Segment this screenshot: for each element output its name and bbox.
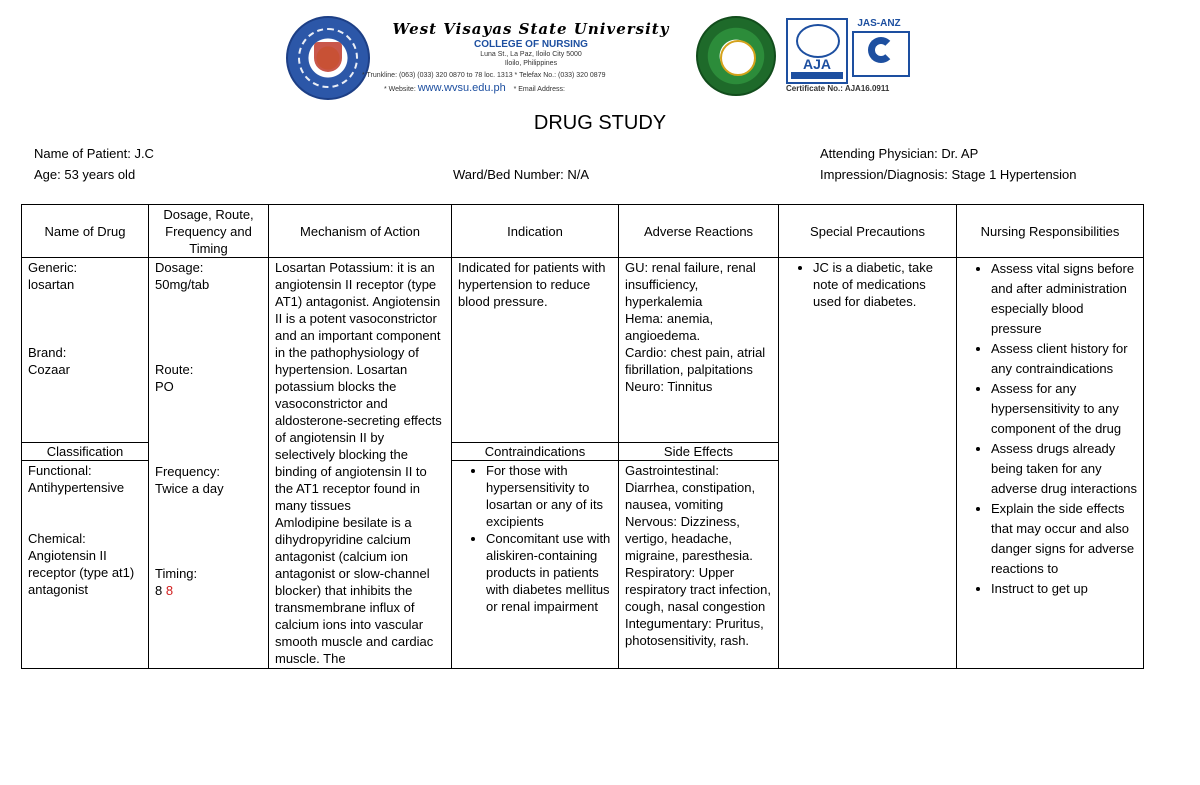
nursing-item: • Assess drugs already being taken for any adverse drug interactions — [991, 439, 1137, 499]
impression-diagnosis: Impression/Diagnosis: Stage 1 Hypertension — [820, 167, 1077, 182]
brand-name: Cozaar — [28, 362, 70, 377]
timing-value-a: 8 — [155, 583, 163, 598]
drug-study-table — [21, 204, 1144, 669]
mechanism-cell: Losartan Potassium: it is an angiotensin II receptor (type AT1) antagonist. Angiotensin II is a potent vasoconstrictor and an important component in the pathophysiology of hypertension. Losartan potassium blocks the vasoconstrictor and aldosterone-secreting effects of angiotensin II by selectively blocking the binding of angiotensin II to the AT1 receptor found in many tissues Amlodipine besilate is a dihydropyridine calcium antagonist (calcium ion antagonist or slow-channel blocker) that inhibits the transmembrane influx of calcium ions into vascular smooth muscle and cardiac muscle. The — [269, 258, 452, 669]
timing-value — [155, 582, 262, 599]
website-label: * Website: — [384, 86, 416, 93]
route-value: PO — [155, 379, 174, 394]
attending-physician: Attending Physician: Dr. AP — [820, 146, 979, 161]
col-adverse-reactions: Adverse Reactions — [619, 205, 779, 258]
brand-label: Brand: — [28, 345, 67, 360]
header-row — [22, 205, 1144, 258]
col-mechanism: Mechanism of Action — [269, 205, 452, 258]
certificate-number: Certificate No.: AJA16.0911 — [786, 84, 890, 93]
indication-cell: Indicated for patients with hypertension to reduce blood pressure. — [452, 258, 619, 443]
functional-label: Functional: — [28, 463, 92, 478]
contact-line: * Trunkline: (063) (033) 320 0870 to 78 loc. 1313 * Telefax No.: (033) 320 0879 — [362, 72, 606, 79]
generic-name: losartan — [28, 277, 75, 292]
col-dosage: Dosage, Route, Frequency and Timing — [149, 205, 269, 258]
adverse-reactions-cell: GU: renal failure, renal insufficiency, hyperkalemia Hema: anemia, angioedema. Cardio: chest pain, atrial fibrillation, palpitations Neuro: Tinnitus — [619, 258, 779, 443]
nursing-item: • Assess vital signs before and after administration especially blood pressure — [991, 259, 1137, 339]
contraindications-header: Contraindications — [452, 443, 619, 461]
nursing-item: • Instruct to get up — [991, 579, 1137, 599]
university-header — [376, 20, 686, 68]
contraindication-item: • Concomitant use with aliskiren-containing products in patients with diabetes mellitus or renal impairment — [486, 530, 612, 615]
page-title: DRUG STUDY — [533, 112, 667, 134]
email-label: * Email Address: — [513, 86, 565, 93]
dosage-label: Dosage: — [155, 260, 204, 275]
patient-age: Age: 53 years old — [34, 167, 136, 182]
dosage-value: 50mg/tab — [155, 277, 210, 292]
contraindication-item: • For those with hypersensitivity to losartan or any of its excipients — [486, 462, 612, 530]
college-name: COLLEGE OF NURSING — [474, 39, 588, 50]
functional-class: Antihypertensive — [28, 480, 125, 495]
jas-anz-logo — [848, 18, 910, 80]
col-indication: Indication — [452, 205, 619, 258]
certification-logos — [786, 18, 911, 92]
nursing-item: • Assess client history for any contraindications — [991, 339, 1137, 379]
contraindications-cell — [452, 461, 619, 669]
nursing-item: • Assess for any hypersensitivity to any component of the drug — [991, 379, 1137, 439]
aja-circle-icon — [796, 24, 840, 58]
chemical-label: Chemical: — [28, 531, 86, 546]
web-line — [384, 82, 565, 94]
classification-header: Classification — [22, 443, 149, 461]
special-precautions-cell — [779, 258, 957, 669]
drug-names-cell — [22, 258, 149, 443]
side-effects-cell: Gastrointestinal: Diarrhea, constipation, nausea, vomiting Nervous: Dizziness, vertigo, headache, migraine, paresthesia. Respiratory: Upper respiratory tract infection, cough, nasal congestion Integumentary: Pruritus, photosensitivity, rash. — [619, 461, 779, 669]
col-nursing-responsibilities: Nursing Responsibilities — [957, 205, 1144, 258]
jas-anz-box — [852, 31, 910, 77]
frequency-label: Frequency: — [155, 464, 221, 479]
generic-label: Generic: — [28, 260, 78, 275]
college-of-nursing-logo — [696, 16, 776, 96]
timing-label: Timing: — [155, 566, 198, 581]
dosage-cell — [149, 258, 269, 669]
address-line-1: Luna St., La Paz, Iloilo City 5000 — [480, 51, 582, 58]
precaution-item: • JC is a diabetic, take note of medications used for diabetes. — [813, 259, 950, 310]
university-name: West Visayas State University — [392, 20, 670, 38]
col-name-of-drug: Name of Drug — [22, 205, 149, 258]
address-line-2: Iloilo, Philippines — [504, 60, 558, 67]
aja-text: AJA — [802, 56, 831, 72]
wvsu-seal-ring — [298, 28, 358, 88]
top-row — [22, 258, 1144, 443]
aja-band — [791, 72, 843, 79]
chemical-class: Angiotensin II receptor (type at1) antagonist — [28, 548, 135, 597]
ward-bed-number: Ward/Bed Number: N/A — [453, 167, 590, 182]
classification-cell — [22, 461, 149, 669]
timing-value-b: 8 — [165, 583, 174, 598]
website-link[interactable]: www.wvsu.edu.ph — [417, 82, 506, 94]
nursing-responsibilities-cell — [957, 258, 1144, 669]
side-effects-header: Side Effects — [619, 443, 779, 461]
route-label: Route: — [155, 362, 194, 377]
frequency-value: Twice a day — [155, 481, 224, 496]
patient-name: Name of Patient: J.C — [34, 146, 154, 161]
jas-anz-g-icon — [868, 37, 894, 63]
nursing-item: • Explain the side effects that may occur and also danger signs for adverse reactions to — [991, 499, 1137, 579]
aja-logo — [786, 18, 848, 84]
jas-anz-text: JAS-ANZ — [857, 18, 901, 29]
col-special-precautions: Special Precautions — [779, 205, 957, 258]
